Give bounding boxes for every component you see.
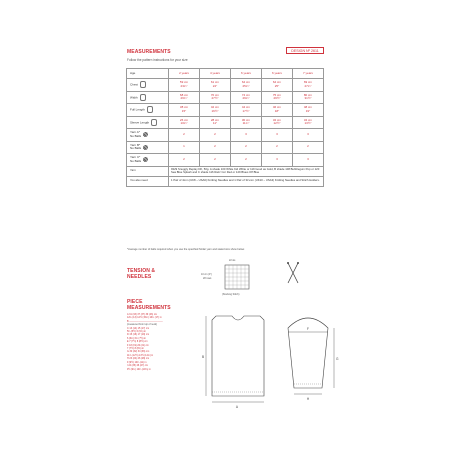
- table-row: [127, 91, 324, 104]
- list-item: 11¾ (12½) 13½ (14¼) in: [127, 353, 154, 357]
- list-item: 5¼ (5½) 6 (6¾) in: [127, 330, 147, 334]
- front-body-diagram: [206, 316, 264, 402]
- cell: 1: [169, 141, 200, 154]
- cell: 2: [199, 129, 230, 142]
- size-col-3: 6 years: [261, 69, 292, 79]
- table-row: [127, 176, 324, 186]
- list-item: G 30 (32) 34 (36) cm: [127, 350, 150, 354]
- list-item: E 7 (7½) 8 (8½) cm: [127, 340, 148, 344]
- list-item: F 18 (19) 20 (21) cm: [127, 343, 149, 347]
- tension-stitch-caption: (Stocking Stitch): [222, 293, 240, 296]
- sweater-icon: [140, 94, 146, 101]
- yarn-ball-icon: [143, 157, 148, 162]
- cell: 80 cm 31½": [292, 91, 323, 104]
- front-length-label: B: [202, 355, 205, 359]
- balls-footnote: *Average number of balls required when you use the specified Sirdar yarn and stated size show below.: [127, 248, 245, 251]
- row-label-chest: Chest: [130, 82, 138, 87]
- cell: 26 cm 10¼": [169, 116, 200, 129]
- cell: 3: [292, 154, 323, 167]
- cell: 64 cm 25": [261, 79, 292, 92]
- cell: 34 cm 13½": [292, 116, 323, 129]
- table-row: [127, 79, 324, 92]
- sleeve-diagram: [288, 318, 334, 394]
- cell: 70 cm 27½": [199, 91, 230, 104]
- row-label-width: Width: [130, 95, 138, 100]
- table-row: [127, 116, 324, 129]
- row-label-yarn-b: Yarn B* No Balls: [130, 142, 142, 151]
- follow-instructions-text: Follow the pattern instructions for your size: [127, 58, 188, 62]
- front-width-label: A: [235, 405, 239, 409]
- yarn-ball-icon: [143, 132, 148, 137]
- list-item: 9½ (9¾) 10¼ (10¾) in: [127, 367, 151, 371]
- cell: 64 cm 25¼": [230, 79, 261, 92]
- measurements-title: MEASUREMENTS: [127, 49, 171, 55]
- cell: 3: [261, 129, 292, 142]
- cell: 44 cm 17½": [230, 104, 261, 117]
- cell: 74 cm 29¼": [230, 91, 261, 104]
- cell: 68 cm 26¾": [169, 91, 200, 104]
- cell: 3: [292, 129, 323, 142]
- also-need-label: You also need: [127, 176, 169, 186]
- size-col-4: 7 years: [292, 69, 323, 79]
- tension-title-line1: TENSION &: [127, 268, 156, 274]
- size-col-0: 2 years: [169, 69, 200, 79]
- also-need-description: 1 Pair of 4mm (UK8 – USA6) Knitting Needles and 1 Pair of 3¼mm (UK10 – USA3) Knitting Needles and Stitch Holders.: [169, 176, 324, 186]
- yarn-ball-icon: [143, 145, 148, 150]
- row-label-full-length: Full Length: [130, 107, 145, 112]
- cell: 2: [199, 154, 230, 167]
- size-col-2: 6 years: [230, 69, 261, 79]
- list-item: A 31 (33) 37 (37) 39 (43) cm: [127, 313, 158, 316]
- list-item: D 15 (16) 17 (19) cm: [127, 333, 150, 337]
- yarn-label: Yarn: [127, 166, 169, 176]
- measurements-table: [126, 68, 324, 187]
- cell: 46 cm 18": [261, 104, 292, 117]
- cell: 28 cm 11": [199, 116, 230, 129]
- design-number-badge: DESIGN Nº 2611: [286, 47, 324, 54]
- sleeve-length-label: G: [336, 357, 339, 361]
- table-row: [127, 154, 324, 167]
- cell: 2: [169, 129, 200, 142]
- crossed-needles-icon: [286, 262, 300, 284]
- tension-rows-label: 28 rows: [203, 277, 212, 280]
- cell: 30 cm 11¾": [230, 116, 261, 129]
- sleeve-width-label: F: [307, 327, 309, 331]
- age-label: Age: [127, 69, 169, 79]
- list-item: H 23 (24) 26 (28) cm: [127, 357, 150, 361]
- row-label-yarn-c: Yarn C* No Balls: [130, 155, 142, 163]
- cuff-label: H: [306, 397, 310, 401]
- tension-title-line2: NEEDLES: [127, 274, 152, 280]
- cell: 3: [261, 154, 292, 167]
- tension-title: [127, 268, 155, 280]
- sweater-icon: [147, 106, 153, 113]
- garment-schematic: [198, 306, 348, 416]
- list-item: 6 (6¼) 6¾ (7½) in: [127, 336, 147, 340]
- cell: 42 cm 16½": [199, 104, 230, 117]
- cell: 48 cm 19": [292, 104, 323, 117]
- cell: 2: [199, 141, 230, 154]
- cell: 32 cm 12½": [261, 116, 292, 129]
- cell: 2: [261, 141, 292, 154]
- table-row: [127, 129, 324, 142]
- piece-measurements-title: [127, 299, 171, 311]
- pieces-title-line2: MEASUREMENTS: [127, 305, 171, 311]
- list-item: 12¼ (13) 14½ (15¼) 16¾ (17) in: [127, 316, 162, 320]
- cell: 75 cm 29½": [261, 91, 292, 104]
- cell: 38 cm 15": [169, 104, 200, 117]
- list-item: B ——————————————: [127, 319, 163, 323]
- list-item: 7 (7½) 8 (8¼) in: [127, 347, 145, 351]
- row-label-sleeve-length: Sleeve Length: [130, 120, 150, 125]
- sweater-icon: [140, 81, 146, 88]
- tension-size-label: 10 cm (4"): [201, 273, 212, 276]
- table-row: [127, 104, 324, 117]
- table-row: [127, 166, 324, 176]
- sweater-icon: [151, 119, 157, 126]
- size-col-1: 4 years: [199, 69, 230, 79]
- cell: 2: [169, 154, 200, 167]
- row-label-yarn-a: Yarn A* No Balls: [130, 130, 142, 138]
- cell: 2: [292, 141, 323, 154]
- cell: 3: [230, 129, 261, 142]
- list-item: I 24 (25) 26 (27) cm: [127, 364, 148, 368]
- list-item: 9 (9½) 10¼ (11) in: [127, 360, 147, 364]
- tension-grid-icon: [224, 264, 250, 290]
- yarn-description: 9329 Snuggly Replay DK, 50g. A shade 100 White Kid White or 119 Good as Gold, B shade 108 Bubblegum Pop or 120 Sea Blue Splash and C shade 116 Razz Cor Red or 129 Blues Off Blue: [169, 166, 324, 176]
- piece-measurements-list: [127, 313, 199, 371]
- cell: 61 cm 24": [199, 79, 230, 92]
- cell: 59 cm 23¼": [169, 79, 200, 92]
- list-item: (measured from top of neck): [127, 323, 158, 327]
- pieces-title-line1: PIECE: [127, 299, 143, 305]
- tension-stitches-label: 22 sts: [229, 259, 236, 262]
- table-row-age: [127, 69, 324, 79]
- cell: 69 cm 27¼": [292, 79, 323, 92]
- table-row: [127, 141, 324, 154]
- list-item: C 13 (14) 15 (17) cm: [127, 326, 150, 330]
- cell: 2: [230, 154, 261, 167]
- cell: 2: [230, 141, 261, 154]
